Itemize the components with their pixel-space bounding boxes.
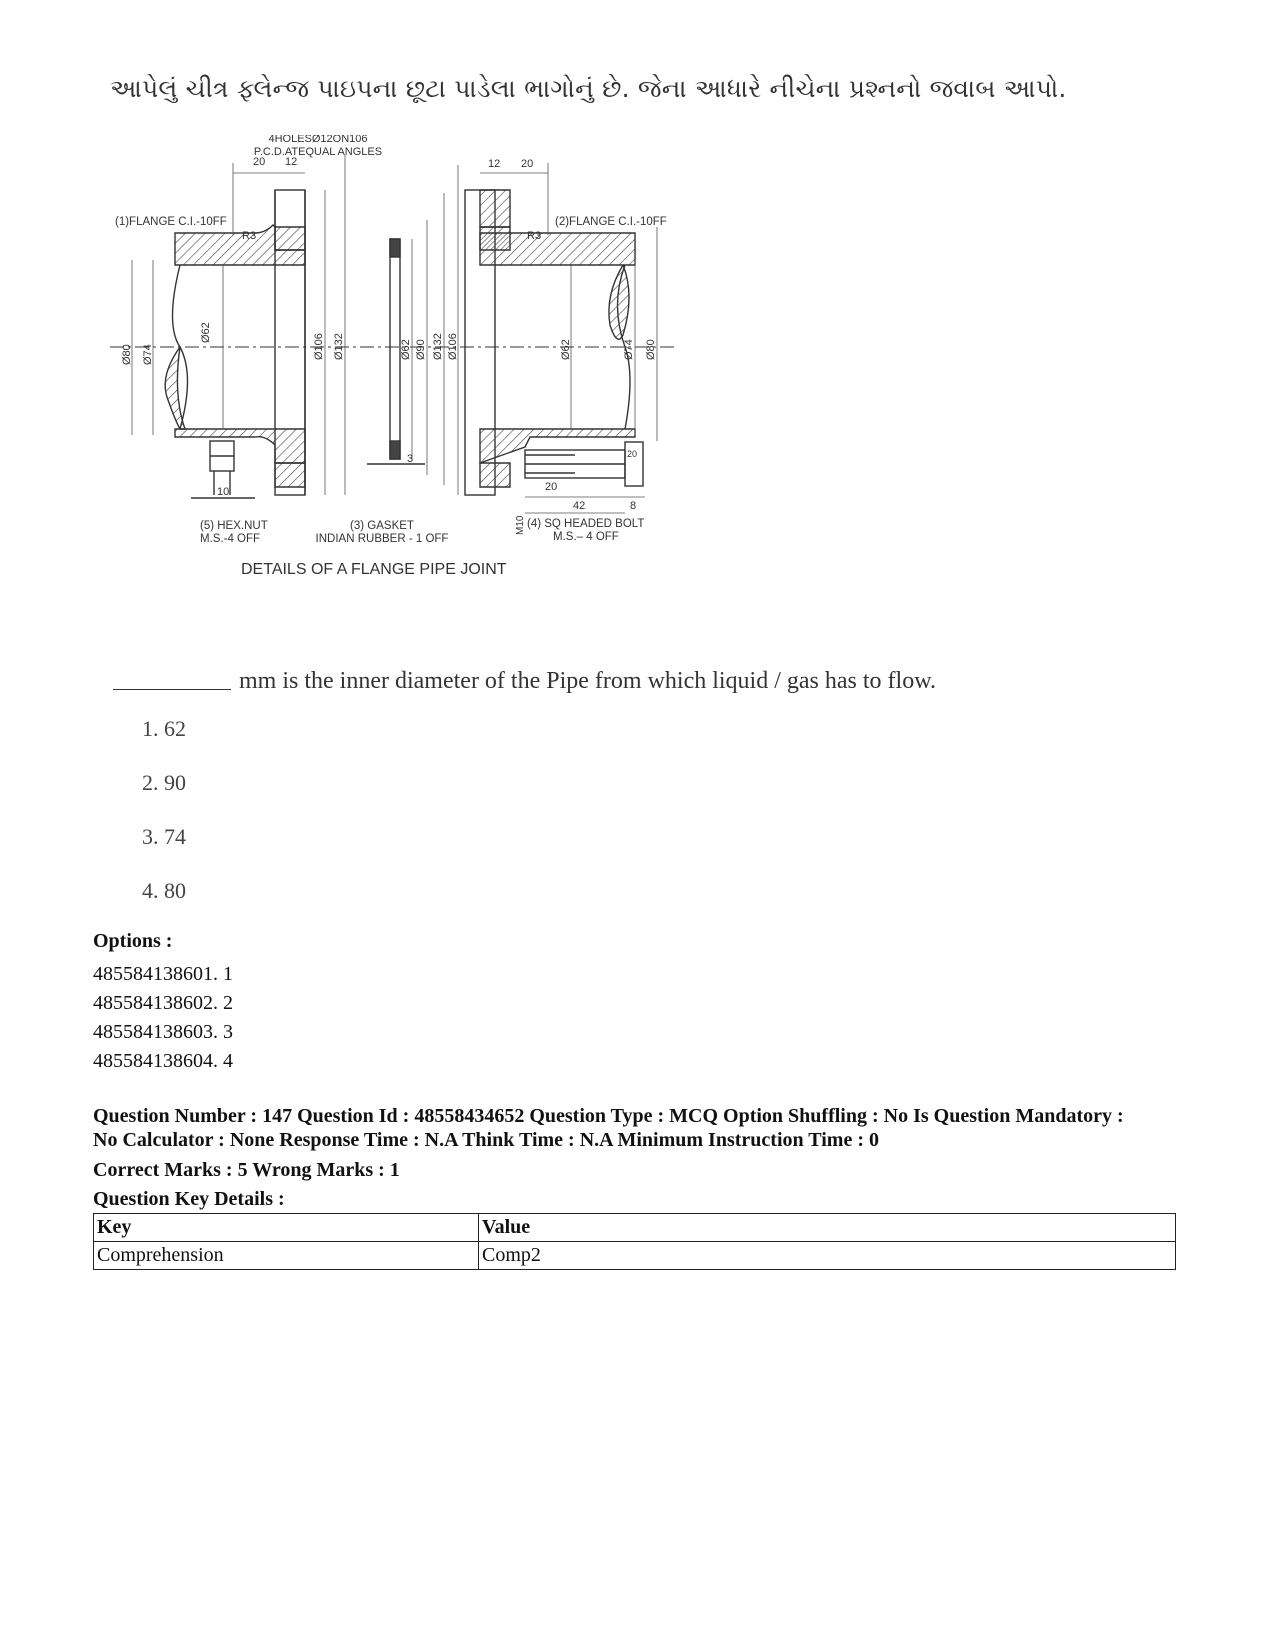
question-metadata [93,1104,1193,1152]
option-id-4: 485584138604. 4 [93,1050,233,1072]
key-details-heading: Question Key Details : [93,1188,285,1210]
choice-3: 3. 74 [142,824,186,849]
option-id-2: 485584138602. 2 [93,992,233,1014]
bolt-thread: M10 [515,515,526,535]
metadata-line-2: No Calculator : None Response Time : N.A Think Time : N.A Minimum Instruction Time : 0 [93,1129,879,1151]
bolt-label-2: M.S.– 4 OFF [553,531,619,543]
holes-note-1: 4HOLESØ12ON106 [268,135,368,145]
question-text [113,668,936,695]
metadata-line-1: Question Number : 147 Question Id : 48558434652 Question Type : MCQ Option Shuffling : No Is Question Mandatory : [93,1105,1124,1127]
cell-value: Comp2 [479,1242,1176,1270]
table-row [94,1242,1176,1270]
gasket-label-2: INDIAN RUBBER - 1 OFF [315,533,449,545]
choice-2: 2. 90 [142,770,186,795]
dim-left-62: Ø62 [200,322,212,343]
dim-left-74: Ø74 [142,344,154,365]
key-details-table [93,1213,1176,1270]
dim-right-106: Ø106 [447,333,459,360]
r3-right: R3 [527,230,542,242]
flange1-label: (1)FLANGE C.I.-10FF [115,216,227,228]
holes-note-2: P.C.D.ATEQUAL ANGLES [253,146,383,158]
dim-bolt-20: 20 [545,481,558,493]
bolt-label-1: (4) SQ HEADED BOLT [527,518,645,530]
dim-left-106: Ø106 [313,333,325,360]
option-id-1: 485584138601. 1 [93,963,233,985]
header-value: Value [479,1214,1176,1242]
dim-left-80: Ø80 [121,344,133,365]
dim-left-132: Ø132 [333,333,345,360]
header-key: Key [94,1214,479,1242]
dim-right-62: Ø62 [560,339,572,360]
marks-line: Correct Marks : 5 Wrong Marks : 1 [93,1159,400,1181]
choice-1: 1. 62 [142,716,186,741]
dim-top-right-20: 20 [521,158,534,170]
options-heading: Options : [93,930,173,952]
question-sentence: mm is the inner diameter of the Pipe from which liquid / gas has to flow. [239,668,936,694]
figure-caption: DETAILS OF A FLANGE PIPE JOINT [241,561,507,578]
gasket-label-1: (3) GASKET [350,520,414,532]
dim-gasket-90: Ø90 [415,339,427,360]
dim-gasket-132: Ø132 [432,333,444,360]
nut-label-1: (5) HEX.NUT [200,520,268,532]
dim-gasket-3: 3 [407,453,414,465]
dim-top-right-12: 12 [488,158,501,170]
cell-key: Comprehension [94,1242,479,1270]
dim-bolt-42: 42 [573,500,586,512]
dim-bolt-8: 8 [630,500,637,512]
dim-top-left-20: 20 [253,156,266,168]
instruction-gujarati: આપેલું ચીત્ર ફ્લેન્જ પાઇપના છૂટા પાડેલા ભાગોનું છે. જેના આધારે નીચેના પ્રશ્નનો જવાબ આપો. [110,74,1067,103]
flange-pipe-joint-drawing [105,135,725,600]
dim-top-left-12: 12 [285,156,298,168]
choice-4: 4. 80 [142,878,186,903]
option-id-3: 485584138603. 3 [93,1021,233,1043]
dim-nut-10: 10 [217,486,230,498]
table-header-row [94,1214,1176,1242]
nut-label-2: M.S.-4 OFF [200,533,261,545]
dim-gasket-62: Ø62 [400,339,412,360]
answer-choices [142,714,186,930]
flange2-label: (2)FLANGE C.I.-10FF [555,216,667,228]
answer-blank [113,669,231,690]
r3-left: R3 [242,230,257,242]
options-list [93,960,233,1076]
dim-bolt-head-20: 20 [627,449,638,459]
dim-right-74: Ø74 [623,339,635,360]
dim-right-80: Ø80 [645,339,657,360]
